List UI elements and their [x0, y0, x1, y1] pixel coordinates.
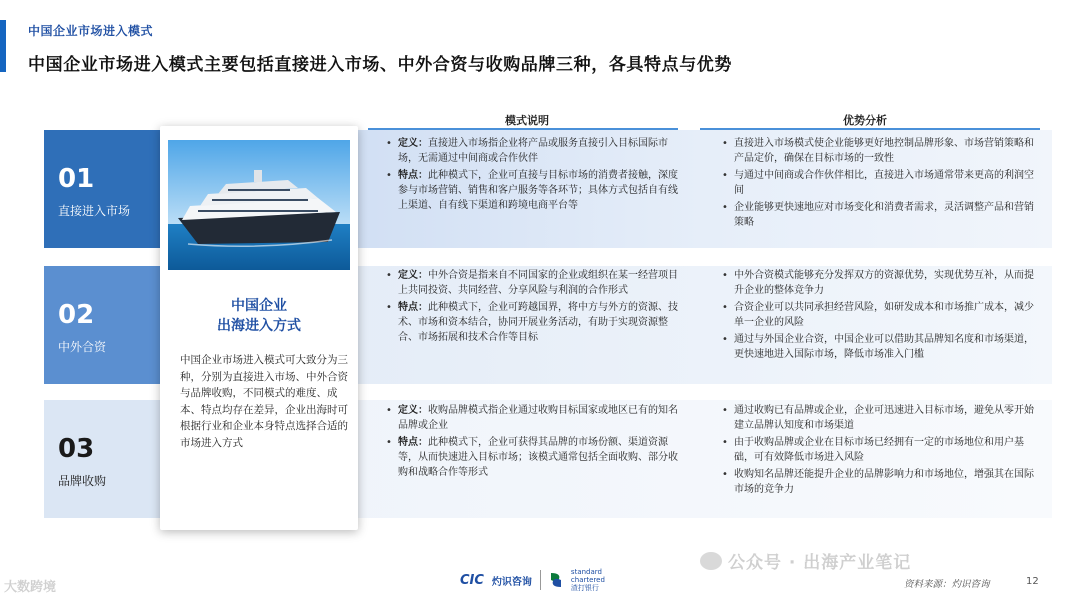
mode-list-2: [386, 268, 686, 347]
row-number: 02: [58, 300, 95, 330]
list-item: • 定义：直接进入市场指企业将产品或服务直接引入目标国际市场，无需通过中间商或合作伙伴: [386, 136, 686, 166]
list-item: • 与通过中间商或合作伙伴相比，直接进入市场通常带来更高的利润空间: [722, 168, 1034, 198]
row-number: 01: [58, 164, 95, 194]
page-number: 12: [1026, 576, 1039, 587]
corner-watermark: 大数跨境: [4, 580, 57, 595]
list-item: • 通过收购已有品牌或企业，企业可迅速进入目标市场，避免从零开始建立品牌认知度和市场渠道: [722, 403, 1034, 433]
list-item: • 收购知名品牌还能提升企业的品牌影响力和市场地位，增强其在国际市场的竞争力: [722, 467, 1034, 497]
wechat-watermark: [700, 548, 911, 573]
center-title: [160, 296, 358, 336]
source-note: 资料来源：灼识咨询: [904, 579, 990, 590]
cic-logo: CIC: [460, 572, 484, 588]
center-title-line2: 出海进入方式: [217, 318, 301, 334]
row-label: 品牌收购: [58, 474, 107, 488]
standard-chartered-text: standard chartered 渣打银行: [570, 568, 605, 592]
wechat-watermark-text: 公众号 · 出海产业笔记: [728, 553, 912, 573]
list-item: • 特点：此种模式下，企业可获得其品牌的市场份额、渠道资源等，从而快速进入目标市场；该模式通常包括全面收购、部分收购和战略合作等形式: [386, 435, 686, 480]
list-item: • 特点：此种模式下，企业可跨越国界，将中方与外方的资源、技术、市场和资本结合，协同开展业务活动，有助于实现资源整合、市场拓展和技术合作等目标: [386, 300, 686, 345]
list-item: • 定义：收购品牌模式指企业通过收购目标国家或地区已有的知名品牌或企业: [386, 403, 686, 433]
column-header-mode: 模式说明: [505, 114, 549, 127]
advantage-list-3: [722, 403, 1034, 499]
standard-chartered-icon: [549, 571, 563, 589]
list-item: • 通过与外国企业合资，中国企业可以借助其品牌知名度和市场渠道，更快速地进入国际市场，降低市场准入门槛: [722, 332, 1034, 362]
list-item: • 企业能够更快速地应对市场变化和消费者需求，灵活调整产品和营销策略: [722, 200, 1034, 230]
column-header-advantage: 优势分析: [843, 114, 887, 127]
footer-logos: [460, 568, 605, 592]
section-tag: 中国企业市场进入模式: [28, 24, 154, 38]
wechat-icon: [700, 552, 722, 570]
logo-divider: [540, 570, 541, 590]
cruise-ship-image: [168, 140, 350, 270]
mode-list-1: [386, 136, 686, 215]
list-item: • 直接进入市场模式使企业能够更好地控制品牌形象、市场营销策略和产品定价，确保在目标市场的一致性: [722, 136, 1034, 166]
mode-list-3: [386, 403, 686, 482]
list-item: • 合资企业可以共同承担经营风险，如研发成本和市场推广成本，减少单一企业的风险: [722, 300, 1034, 330]
list-item: • 中外合资模式能够充分发挥双方的资源优势，实现优势互补，从而提升企业的整体竞争力: [722, 268, 1034, 298]
row-label: 中外合资: [58, 340, 107, 354]
list-item: • 由于收购品牌或企业在目标市场已经拥有一定的市场地位和用户基础，可有效降低市场进入风险: [722, 435, 1034, 465]
list-item: • 定义：中外合资是指来自不同国家的企业或组织在某一经营项目上共同投资、共同经营、分享风险与利润的合作形式: [386, 268, 686, 298]
page-title: 中国企业市场进入模式主要包括直接进入市场、中外合资与收购品牌三种，各具特点与优势: [28, 55, 732, 75]
accent-bar: [0, 20, 6, 72]
cic-logo-text: 灼识咨询: [491, 576, 532, 588]
row-number: 03: [58, 434, 95, 464]
row-label: 直接进入市场: [58, 204, 131, 218]
center-card: [160, 126, 358, 530]
advantage-list-1: [722, 136, 1034, 232]
center-description: 中国企业市场进入模式可大致分为三种，分别为直接进入市场、中外合资与品牌收购，不同模式的难度、成本、特点均存在差异，企业出海时可根据行业和企业本身特点选择合适的市场进入方式: [180, 354, 348, 449]
list-item: • 特点：此种模式下，企业可直接与目标市场的消费者接触，深度参与市场营销、销售和客户服务等各环节；具体方式包括自有线上渠道、自有线下渠道和跨境电商平台等: [386, 168, 686, 213]
center-title-line1: 中国企业: [231, 298, 287, 314]
advantage-list-2: [722, 268, 1034, 364]
